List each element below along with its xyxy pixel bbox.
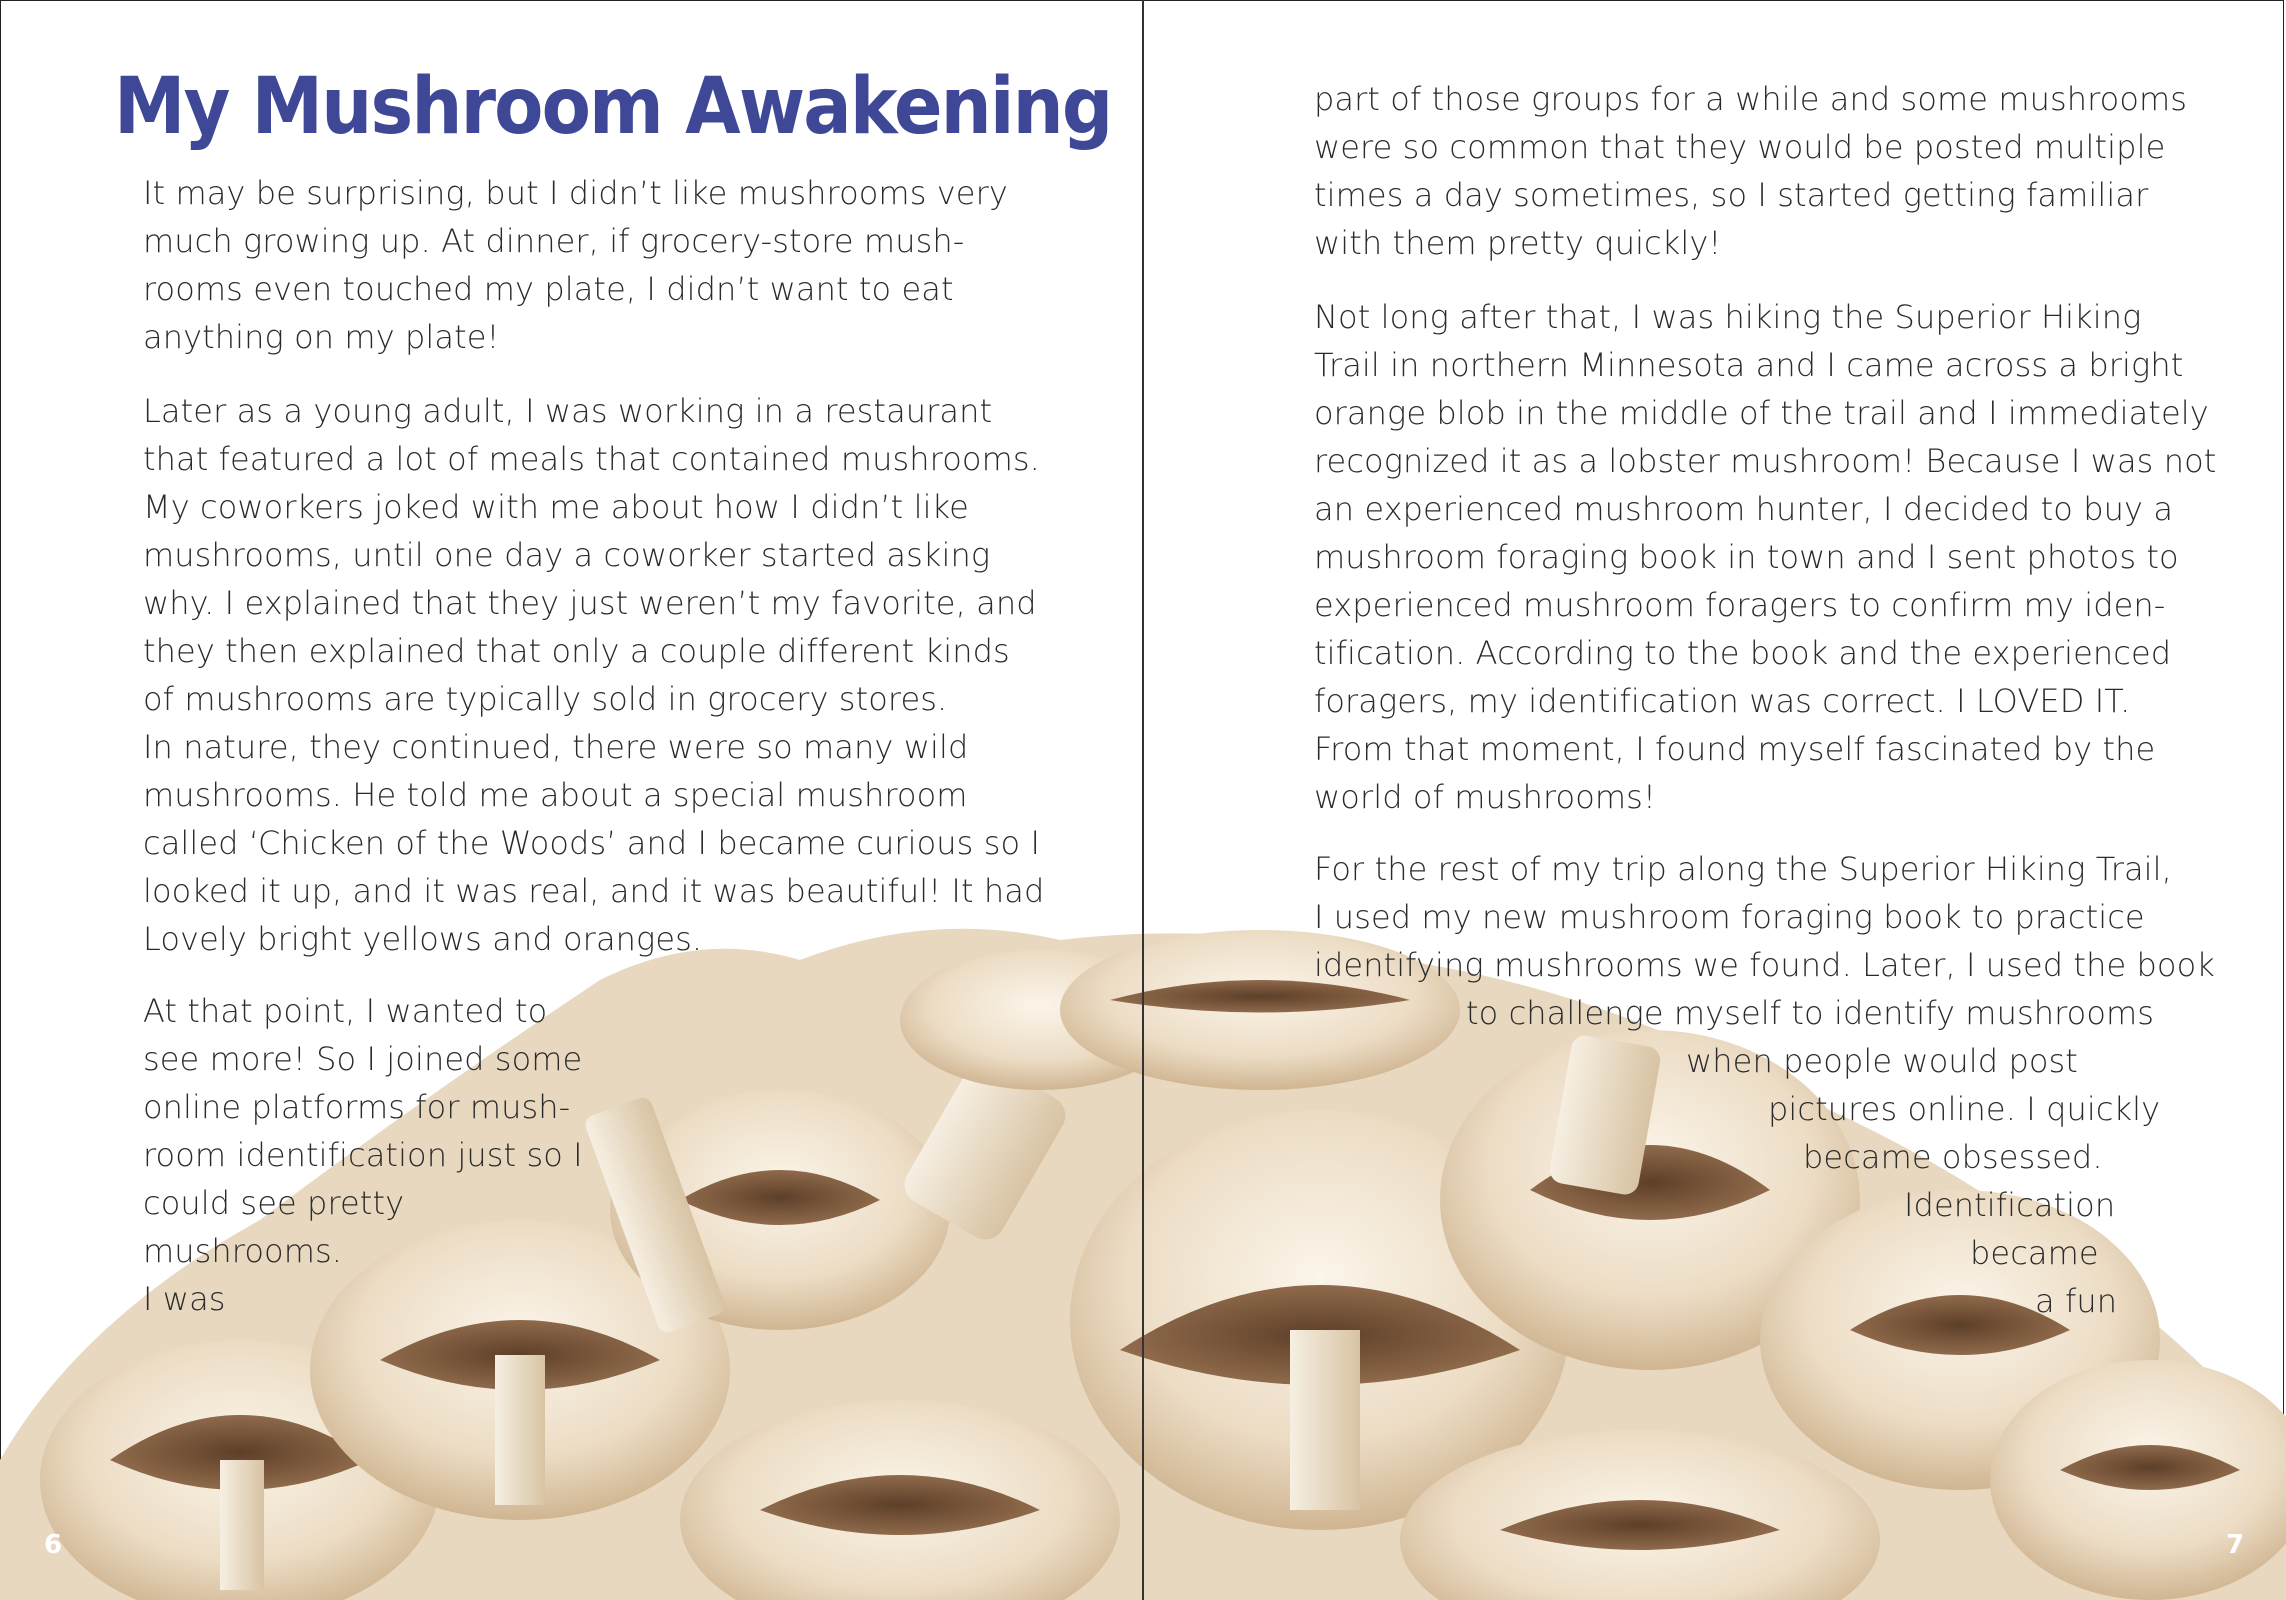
- text-line: became obsessed.: [1803, 1138, 2103, 1176]
- text-line: to challenge myself to identify mushrooms: [1466, 994, 2155, 1032]
- text-line: room identification just so I: [143, 1136, 583, 1174]
- right-paragraph-3-wrap-3: [1768, 1085, 2160, 1133]
- text-line: could see pretty: [143, 1184, 405, 1222]
- text-line: It may be surprising, but I didn’t like mushrooms very: [143, 174, 1008, 212]
- text-line: pictures online. I quickly: [1768, 1090, 2161, 1128]
- left-paragraph-1: [143, 169, 1008, 361]
- text-line: foragers, my identification was correct. I LOVED IT.: [1314, 682, 2131, 720]
- text-line: when people would post: [1686, 1042, 2078, 1080]
- right-paragraph-3-wrap-2: [1686, 1037, 2078, 1085]
- text-line: I used my new mushroom foraging book to practice: [1314, 898, 2145, 936]
- text-line: online platforms for mush-: [143, 1088, 571, 1126]
- text-line: My coworkers joked with me about how I didn’t like: [143, 488, 969, 526]
- text-line: see more! So I joined some: [143, 1040, 583, 1078]
- text-line: For the rest of my trip along the Superior Hiking Trail,: [1314, 850, 2172, 888]
- text-line: mushrooms. He told me about a special mushroom: [143, 776, 968, 814]
- text-line: they then explained that only a couple different kinds: [143, 632, 1010, 670]
- text-line: Not long after that, I was hiking the Superior Hiking: [1314, 298, 2142, 336]
- text-line: I was: [143, 1280, 226, 1318]
- text-line: orange blob in the middle of the trail and I immediately: [1314, 394, 2209, 432]
- text-line: became: [1970, 1234, 2099, 1272]
- left-paragraph-3: [143, 987, 583, 1323]
- text-line: mushrooms.: [143, 1232, 343, 1270]
- text-line: world of mushrooms!: [1314, 778, 1656, 816]
- text-line: In nature, they continued, there were so many wild: [143, 728, 969, 766]
- text-line: identifying mushrooms we found. Later, I used the book: [1314, 946, 2215, 984]
- text-line: mushrooms, until one day a coworker started asking: [143, 536, 991, 574]
- text-line: experienced mushroom foragers to confirm my iden-: [1314, 586, 2166, 624]
- text-line: Later as a young adult, I was working in a restaurant: [143, 392, 993, 430]
- right-paragraph-1: [1314, 75, 2187, 267]
- right-paragraph-3-wrap-7: [2035, 1277, 2117, 1325]
- page-title: My Mushroom Awakening: [114, 62, 1112, 152]
- text-line: of mushrooms are typically sold in grocery stores.: [143, 680, 948, 718]
- book-spine: [1142, 0, 1144, 1600]
- text-line: mushroom foraging book in town and I sent photos to: [1314, 538, 2179, 576]
- text-line: times a day sometimes, so I started getting familiar: [1314, 176, 2149, 214]
- text-line: Lovely bright yellows and oranges.: [143, 920, 703, 958]
- text-line: a fun: [2035, 1282, 2118, 1320]
- text-line: part of those groups for a while and some mushrooms: [1314, 80, 2188, 118]
- left-paragraph-2: [143, 387, 1044, 963]
- text-line: much growing up. At dinner, if grocery-store mush-: [143, 222, 965, 260]
- text-line: From that moment, I found myself fascinated by the: [1314, 730, 2156, 768]
- page-number-left: 6: [44, 1530, 63, 1560]
- text-line: why. I explained that they just weren’t my favorite, and: [143, 584, 1037, 622]
- text-line: rooms even touched my plate, I didn’t want to eat: [143, 270, 954, 308]
- right-paragraph-3-wrap-5: [1904, 1181, 2115, 1229]
- text-line: recognized it as a lobster mushroom! Because I was not: [1314, 442, 2217, 480]
- right-paragraph-3: [1314, 845, 2215, 989]
- right-paragraph-2: [1314, 293, 2216, 821]
- right-paragraph-3-wrap-4: [1803, 1133, 2103, 1181]
- page-number-right: 7: [2226, 1530, 2245, 1560]
- text-line: tification. According to the book and the experienced: [1314, 634, 2172, 672]
- text-line: looked it up, and it was real, and it was beautiful! It had: [143, 872, 1045, 910]
- text-line: were so common that they would be posted multiple: [1314, 128, 2166, 166]
- text-line: Trail in northern Minnesota and I came across a bright: [1314, 346, 2184, 384]
- text-line: an experienced mushroom hunter, I decided to buy a: [1314, 490, 2174, 528]
- text-line: that featured a lot of meals that contained mushrooms.: [143, 440, 1040, 478]
- right-paragraph-3-wrap-6: [1970, 1229, 2099, 1277]
- text-line: At that point, I wanted to: [143, 992, 548, 1030]
- text-line: with them pretty quickly!: [1314, 224, 1722, 262]
- right-paragraph-3-wrap-1: [1466, 989, 2154, 1037]
- text-line: called ‘Chicken of the Woods’ and I became curious so I: [143, 824, 1040, 862]
- text-line: Identification: [1904, 1186, 2116, 1224]
- text-line: anything on my plate!: [143, 318, 500, 356]
